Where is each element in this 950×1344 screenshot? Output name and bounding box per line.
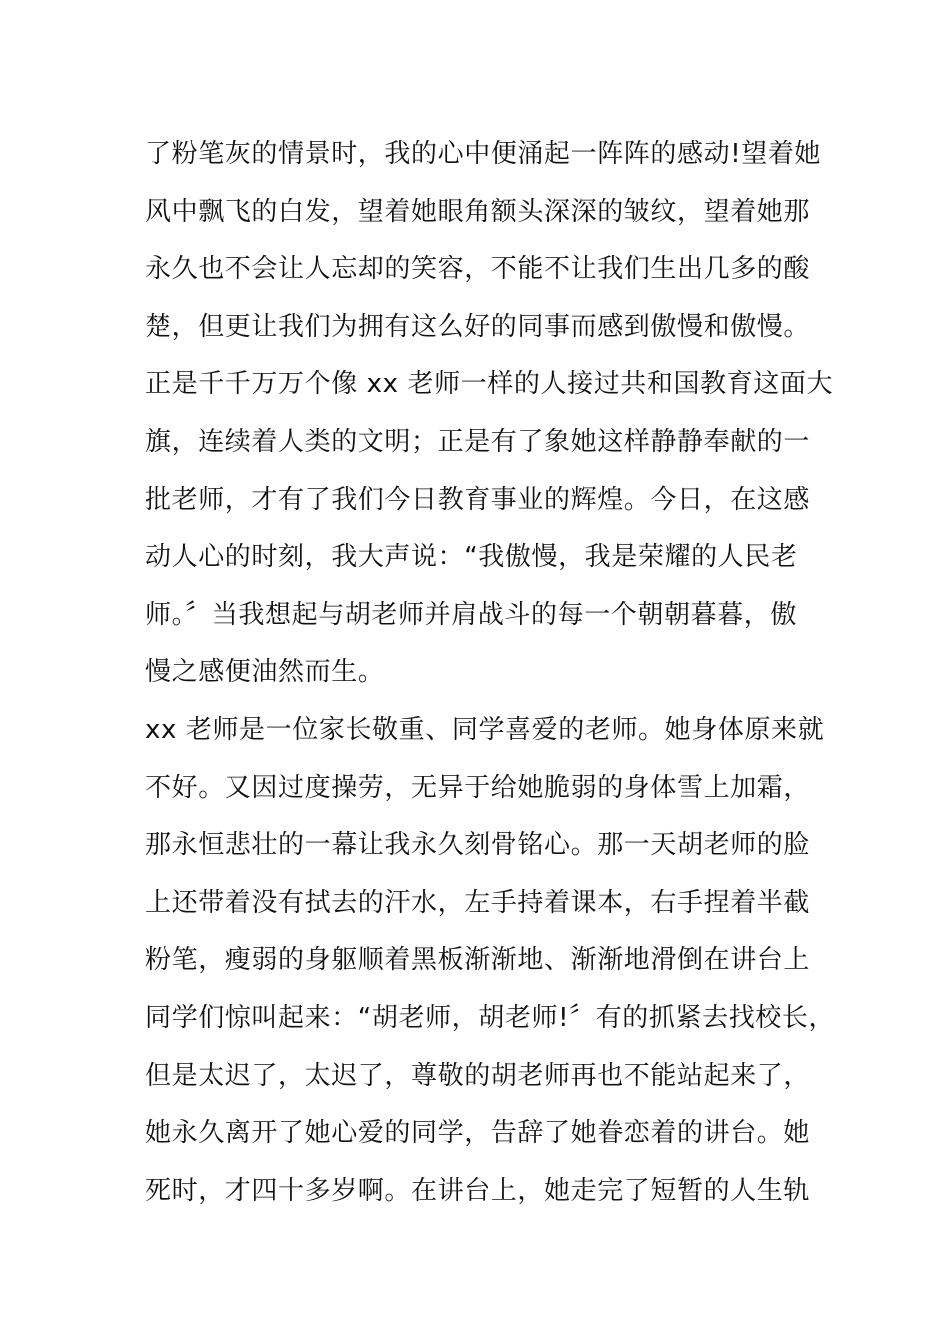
text-line: 但是太迟了，太迟了，尊敬的胡老师再也不能站起来了，: [145, 1060, 811, 1091]
text-line: 死时，才四十多岁啊。在讲台上，她走完了短暂的人生轨: [145, 1175, 811, 1206]
text-line: 永久也不会让人忘却的笑容，不能不让我们生出几多的酸: [145, 254, 811, 285]
text-line: 旗，连续着人类的文明；正是有了象她这样静静奉献的一: [145, 426, 811, 457]
text-line: 慢之感便油然而生。: [145, 657, 385, 688]
text-line: 同学们惊叫起来：“胡老师，胡老师!〞有的抓紧去找校长，: [145, 1002, 836, 1033]
text-line: 师。〞当我想起与胡老师并肩战斗的每一个朝朝暮暮，傲: [145, 599, 798, 630]
text-line: 楚，但更让我们为拥有这么好的同事而感到傲慢和傲慢。: [145, 311, 811, 342]
text-line: 不好。又因过度操劳，无异于给她脆弱的身体雪上加霜，: [145, 772, 811, 803]
text-line: 粉笔，瘦弱的身躯顺着黑板渐渐地、渐渐地滑倒在讲台上: [145, 945, 811, 976]
text-line: 她永久离开了她心爱的同学，告辞了她眷恋着的讲台。她: [145, 1118, 811, 1149]
text-line: 那永恒悲壮的一幕让我永久刻骨铭心。那一天胡老师的脸: [145, 830, 811, 861]
text-line: 风中飘飞的白发，望着她眼角额头深深的皱纹，望着她那: [145, 196, 811, 227]
text-line: 上还带着没有拭去的汗水，左手持着课本，右手捏着半截: [145, 887, 811, 918]
body-text: [145, 126, 845, 1220]
text-line: 批老师，才有了我们今日教育事业的辉煌。今日，在这感: [145, 484, 811, 515]
text-line: xx 老师是一位家长敬重、同学喜爱的老师。她身体原来就: [145, 714, 825, 745]
text-line: 正是千千万万个像 xx 老师一样的人接过共和国教育这面大: [145, 369, 834, 400]
text-line: 动人心的时刻，我大声说：“我傲慢，我是荣耀的人民老: [145, 542, 798, 573]
text-line: 了粉笔灰的情景时，我的心中便涌起一阵阵的感动!望着她: [145, 139, 822, 169]
